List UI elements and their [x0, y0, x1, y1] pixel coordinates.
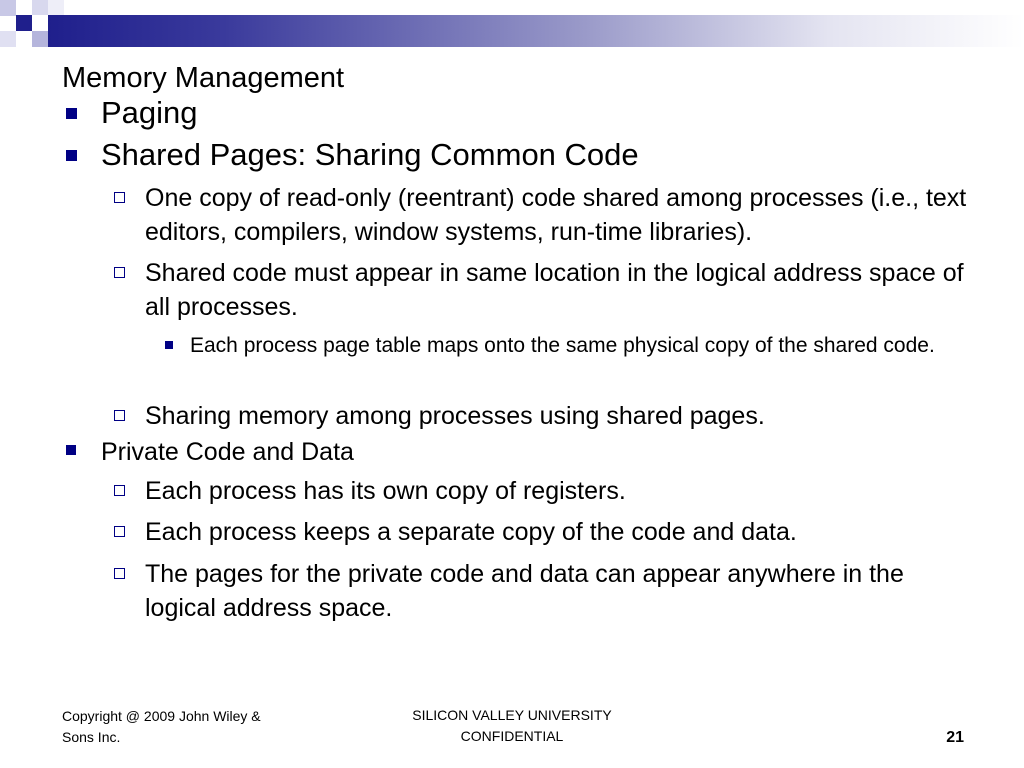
slide-header-decoration	[0, 0, 1024, 46]
hollow-square-bullet-icon	[114, 485, 125, 496]
hollow-square-bullet-icon	[114, 526, 125, 537]
square-bullet-icon	[165, 341, 173, 349]
hollow-square-bullet-icon	[114, 568, 125, 579]
page-number: 21	[946, 729, 964, 746]
hollow-square-bullet-icon	[114, 267, 125, 278]
bullet-text: Each process keeps a separate copy of the code and data.	[145, 518, 797, 546]
slide-title: Memory Management	[62, 62, 345, 94]
footer-copyright: Copyright @ 2009 John Wiley & Sons Inc.	[62, 708, 261, 745]
hollow-square-bullet-icon	[114, 192, 125, 203]
decor-square	[48, 0, 64, 15]
bullet-text: Each process page table maps onto the same physical copy of the shared code.	[190, 334, 935, 357]
decor-square	[16, 15, 32, 31]
square-bullet-icon	[66, 150, 77, 161]
bullet-text: Sharing memory among processes using shared pages.	[145, 402, 765, 430]
decor-square	[32, 0, 48, 15]
bullet-text: One copy of read-only (reentrant) code shared among processes (i.e., text editors, compilers, window systems, run-time libraries).	[145, 184, 967, 246]
header-gradient-bar	[48, 15, 1024, 47]
decor-square	[0, 0, 16, 16]
bullet-text: The pages for the private code and data can appear anywhere in the logical address space.	[145, 560, 904, 622]
footer-organization: SILICON VALLEY UNIVERSITY CONFIDENTIAL	[412, 707, 612, 744]
hollow-square-bullet-icon	[114, 410, 125, 421]
square-bullet-icon	[66, 445, 76, 455]
bullet-text: Each process has its own copy of registers.	[145, 477, 626, 505]
bullet-text: Private Code and Data	[101, 438, 354, 466]
bullet-text: Paging	[101, 95, 198, 130]
bullet-text: Shared code must appear in same location in the logical address space of all processes.	[145, 259, 964, 321]
decor-square	[0, 31, 16, 47]
square-bullet-icon	[66, 108, 77, 119]
decor-square	[32, 31, 48, 47]
bullet-text: Shared Pages: Sharing Common Code	[101, 137, 639, 172]
